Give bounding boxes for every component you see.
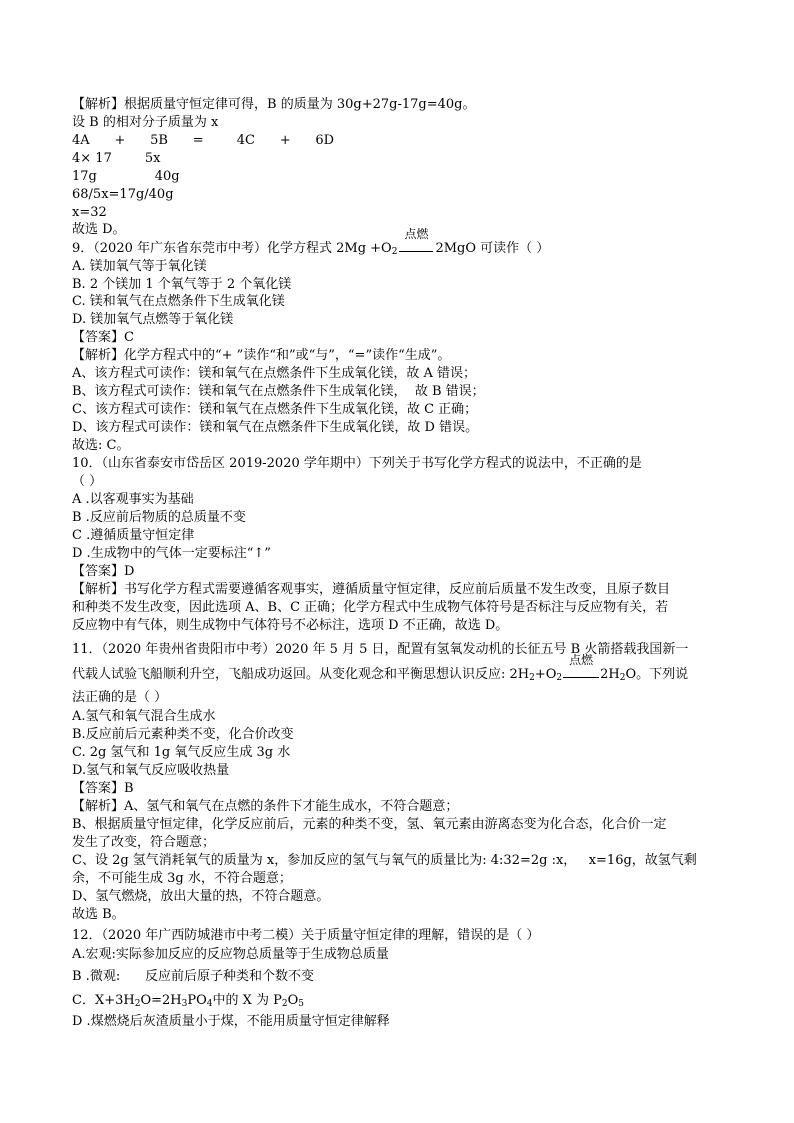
q11-sub-h2: 2 (529, 673, 535, 683)
q10-option-b: B .反应前后物质的总质量不变 (72, 510, 246, 525)
q9-conclusion: 故选: C。 (72, 438, 130, 453)
q11-analysis-2: B、根据质量守恒定律，化学反应前后，元素的种类不变，氢、氧元素由游离态变为化合态，化合价一定 (72, 817, 667, 832)
q9-option-a: A. 镁加氧气等于氧化镁 (72, 259, 207, 274)
q11-option-b: B.反应前后元素种类不变，化合价改变 (72, 727, 294, 742)
q9-option-b: B. 2 个镁加 1 个氧气等于 2 个氧化镁 (72, 277, 292, 292)
q9-detail-c: C、该方程式可读作：镁和氧气在点燃条件下生成氧化镁，故 C 正确； (72, 402, 478, 417)
q11-option-c: C. 2g 氢气和 1g 氧气反应生成 3g 水 (72, 745, 291, 760)
q11-conclusion: 故选 B。 (72, 907, 125, 922)
q9-analysis: 【解析】化学方程式中的“+ ”读作“和”或“与”，“=”读作“生成”。 (72, 348, 451, 363)
q11-stem-2-pre: 代载人试验飞船顺利升空，飞船成功返回。从变化观念和平衡思想认识反应: 2H (72, 667, 530, 682)
q10-stem: 10．（山东省泰安市岱岳区 2019-2020 学年期中）下列关于书写化学方程式的说法中，不正确的是 (72, 456, 642, 471)
q11-analysis-5: 余，不可能生成 3g 水，不符合题意； (72, 871, 292, 886)
q9-answer: 【答案】C (72, 330, 134, 345)
q11-stem-1: 11．（2020 年贵州省贵阳市中考）2020 年 5 月 5 日，配置有氢氧发动机的长征五号 B 火箭搭载我国新一 (72, 642, 689, 657)
q8-analysis-tag: 【解析】 (72, 97, 125, 112)
q8-step-mass: 17g 40g (72, 169, 180, 184)
q9-detail-b: B、该方程式可读作：镁和氧气在点燃条件下生成氧化镁， 故 B 错误； (72, 384, 485, 399)
q10-option-a: A .以客观事实为基础 (72, 492, 194, 507)
q12-c-mid4: O (287, 993, 299, 1008)
q10-analysis-3: 反应物中有气体，则生成物中气体符号不必标注，选项 D 不正确，故选 D。 (72, 618, 509, 633)
q11-stem-2-post-a: 2H (600, 667, 620, 682)
q11-stem-2 (72, 653, 732, 687)
q11-analysis-1: 【解析】A、氢气和氧气在点燃的条件下才能生成水，不符合题意； (72, 799, 459, 814)
q9-condition-arrow (399, 227, 433, 257)
q12-option-b: B .微观: 反应前后原子种类和个数不变 (72, 969, 314, 984)
q11-sub-o2: 2 (556, 673, 563, 683)
q12-c-sub4: 2 (281, 999, 288, 1009)
q9-detail-d: D、该方程式可读作：镁和氧气在点燃条件下生成氧化镁，故 D 错误。 (72, 420, 479, 435)
q11-option-d: D.氢气和氧气反应吸收热量 (72, 763, 230, 778)
q8-step-1: 设 B 的相对分子质量为 x (72, 115, 219, 130)
q8-analysis-line (72, 96, 732, 113)
q11-analysis-4: C、设 2g 氢气消耗氧气的质量为 x，参加反应的氢气与氧气的质量比为: 4:32=2g :x， x=16g，故氢气剩 (72, 853, 697, 868)
q10-analysis-1: 【解析】书写化学方程式需要遵循客观事实，遵循质量守恒定律，反应前后质量不发生改变，且原子数目 (72, 582, 671, 597)
q8-step-proportion: 68/5x=17g/40g (72, 187, 174, 202)
q11-answer: 【答案】B (72, 781, 134, 796)
q12-c-sub1: 2 (134, 999, 141, 1009)
q8-conclusion: 故选 D。 (72, 222, 126, 237)
q11-condition: 点燃 (569, 653, 594, 667)
q10-option-c: C .遵循质量守恒定律 (72, 528, 195, 543)
q8-step-result: x=32 (72, 205, 107, 220)
q10-answer: 【答案】D (72, 564, 135, 579)
q12-c-mid: O=2H (140, 993, 182, 1008)
q11-stem-3: 法正确的是（ ） (72, 690, 168, 705)
q11-option-a: A.氢气和氧气混合生成水 (72, 709, 216, 724)
q10-option-d: D .生成物中的气体一定要标注“↑” (72, 546, 271, 561)
q11-analysis-3: 发生了改变，符合题意； (72, 835, 216, 850)
q9-option-c: C. 镁和氧气在点燃条件下生成氧化镁 (72, 294, 285, 309)
q10-paren: （ ） (72, 474, 103, 489)
q12-option-c (72, 992, 732, 1013)
q10-analysis-2: 和种类不发生改变，因此选项 A、B、C 正确；化学方程式中生成物气体符号是否标注与反应物有关，若 (72, 600, 669, 615)
q12-option-a: A.宏观:实际参加反应的反应物总质量等于生成物总质量 (72, 947, 389, 962)
q11-stem-2-post-b: O。下列说 (625, 667, 689, 682)
q12-stem: 12．（2020 年广西防城港市中考二模）关于质量守恒定律的理解，错误的是（ ） (72, 928, 540, 943)
q11-analysis-6: D、氢气燃烧，放出大量的热，不符合题意。 (72, 889, 330, 904)
q9-detail-a: A、该方程式可读作：镁和氧气在点燃条件下生成氧化镁，故 A 错误； (72, 366, 477, 381)
q11-sub-h2o: 2 (619, 673, 626, 683)
q9-stem-sub: 2 (391, 247, 398, 257)
q9-condition: 点燃 (404, 227, 429, 241)
q8-equation: 4A + 5B = 4C + 6D (72, 133, 335, 148)
q8-analysis-text: 根据质量守恒定律可得，B 的质量为 30g+27g-17g=40g。 (124, 97, 476, 112)
q9-stem-post: 2MgO 可读作（ ） (435, 241, 550, 256)
q12-c-sub5: 5 (298, 999, 305, 1009)
q12-option-d: D .煤燃烧后灰渣质量小于煤，不能用质量守恒定律解释 (72, 1014, 390, 1029)
q11-condition-arrow (563, 653, 599, 683)
q9-option-d: D. 镁加氧气点燃等于氧化镁 (72, 312, 234, 327)
q12-c-mid2: PO (187, 993, 207, 1008)
q12-c-mid3: 中的 X 为 P (212, 993, 282, 1008)
q8-step-ratio: 4× 17 5x (72, 151, 161, 166)
q9-stem-pre: 9．（2020 年广东省东莞市中考）化学方程式 2Mg +O (72, 241, 392, 256)
q11-stem-2-mid: +O (534, 667, 557, 682)
q12-c-pre: C．X+3H (72, 993, 135, 1008)
q12-c-sub2: 3 (181, 999, 188, 1009)
q12-c-sub3: 4 (206, 999, 213, 1009)
